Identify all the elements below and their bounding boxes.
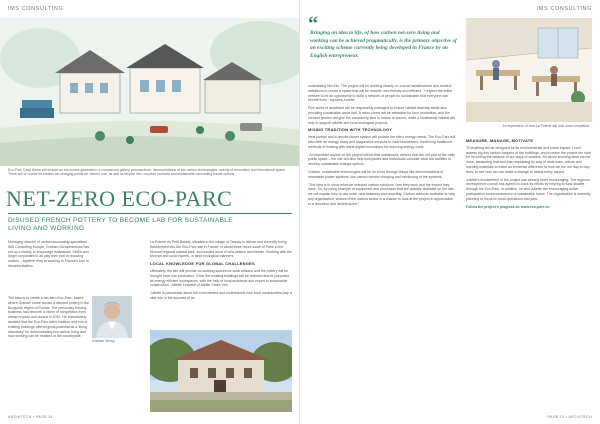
article-title: NET-ZERO ECO-PARC bbox=[6, 186, 233, 211]
right-page-header: IMS CONSULTING bbox=[536, 6, 592, 12]
pottery-building-photo bbox=[150, 330, 292, 412]
pull-quote: Bringing an idea to life, of how carbon net-zero living and working can be achieved pragmatically, is the primary objective of an exciting scheme currently being developed in France by an English entrepreneur. bbox=[310, 30, 457, 59]
render-caption: An impression of how La Poterie will look once completed. bbox=[502, 124, 590, 128]
quote-mark-icon: “ bbox=[308, 13, 318, 35]
body-paragraph: Juliette is passionate about the environment and understands how local communities play a vital role in the success of an bbox=[150, 291, 292, 300]
body-paragraph: Five acres of woodland will be responsibly managed to ensure habitat diversity whilst also providing sustainable wood fuel. A micro-forest will be attractive for food production, and the orchard garden will give the community time in nature to source, while a biodiversity habitat will help to support wildlife and local ecological projects. bbox=[308, 106, 455, 125]
title-divider bbox=[8, 213, 292, 214]
body-paragraph: "Everything will be designed for its environmental and social impact. I can't assess big this carbon footprint of the buildings, and to make the project the start for recording the balance of our ways of workers. It's about showing what can be done, measuring that and then explaining by way of what uses, videos and learning materials to make an immense difference to how we run our day-to-day lives; to see how we can make a change to nearly every aspect. bbox=[466, 145, 591, 174]
portrait-caption: Graham Sinagi bbox=[92, 339, 115, 343]
section-heading: MIXING TRADITION WITH TECHNOLOGY bbox=[308, 127, 393, 133]
left-page-header: IMS CONSULTING bbox=[8, 6, 64, 12]
left-column-2 bbox=[150, 240, 292, 304]
section-heading: LOCAL KNOWLEDGE FOR GLOBAL CHALLENGES bbox=[150, 261, 255, 267]
body-paragraph: La Poterie du Petit Bassat, situated in the village of Tannay in Nièvre and currently being transformed into the Eco-Parc site in France, is about three hours south of Paris in the Morvan regional natural park, surrounded once of wild-daisies and forests. Working with the Morvan and local experts, in strict ecological manners. bbox=[150, 240, 292, 259]
graham-portrait-photo bbox=[92, 296, 132, 338]
left-column-1b bbox=[8, 296, 90, 342]
body-paragraph: Outside, sustainable technologies will be on show through things like demonstrations of renewable power systems, low-carbon vehicle charging and monitoring of the systems. bbox=[308, 169, 444, 179]
hero-caption: Eco-Parc Carpi Home will include an eco power generation, a commercial gallery, permaculture, demonstrations of low carbon technologies, activity of renovation and educational space. There will of course be electric car charging points for visitors' use, as well as bicycle hire, recycled products and sustainable commuting transit options. bbox=[8, 168, 286, 177]
body-paragraph: Ultimately, the site will provide co-working spaces for local artisans and the pottery will be brought back into production. Once the existing buildings will be restored and re-purposed as energy efficient workspaces, with the help of local architects and expert in sustainable construction. Juliette Lesueuil of Atelier Claire Vrin. bbox=[150, 268, 290, 288]
body-paragraph: "An important aspect on the project will be that sustainable centres that are not part of the main public space – the site will also help companies and individuals consider what lab facilities to develop sustainable change options. bbox=[308, 152, 456, 167]
right-column-1 bbox=[308, 84, 456, 210]
right-page bbox=[300, 0, 600, 424]
body-paragraph: Heat pumps and a remote power system will provide the site's energy needs. The Eco-Parc will also offer an energy study and diagnostics services to local businesses, combining traditional methods of heating with latest digital innovations for reducing energy costs. bbox=[308, 135, 456, 149]
left-column-1 bbox=[8, 240, 90, 272]
body-paragraph: "The idea is to show what we selected carbon solutions, how they work and the impact they have. So, by using example of equipment and processes that are actually available on the site, we will explain how to use solar, new business and recycling. Carbon advisors available to help any organisation, visitors of the carbon sector is a chance to look at the project in appreciation to a reduction and decent-sized." bbox=[308, 182, 456, 206]
right-column-2 bbox=[466, 136, 592, 212]
left-page-footer: ARCHITECH • PAGE 14 bbox=[8, 415, 53, 419]
article-subtitle: DISUSED FRENCH POTTERY TO BECOME LAB FOR SUSTAINABLE LIVING AND WORKING bbox=[8, 217, 233, 232]
eco-parc-illustration bbox=[0, 18, 300, 166]
right-page-footer: PAGE 15 • ARCHITECH bbox=[547, 415, 592, 419]
intro-paragraph: Managing director of carbon accounting specialists IMS Consulting Europe, Graham Schopmeeuws has set up a charity to encourage individuals, SMEs and larger corporates to all play their part in reducing carbon – together they're working to France's tum to decarbonisation. bbox=[8, 240, 90, 268]
interior-render-illustration bbox=[466, 18, 592, 122]
project-link[interactable]: Follow the project's progress at: www.eco-parc.eu bbox=[466, 204, 550, 209]
body-paragraph: undertaking like this. The project will be working closely on a local handbrochure and student invitations to create a space that will be durable, eco-friendly and efficient. "I expect the entire venture to be an opportunity to build a network of people for sustainable that everyone can benefit from," explains Juliette. bbox=[308, 84, 453, 103]
section-heading: MEASURE, MANAGE, MOTIVATE bbox=[466, 138, 534, 143]
body-paragraph: The idea is to create a net-zero Eco-Parc, based where Graham came across a disused pottery in the Burgundy region of France. The previously thriving business had become a victim of competition from cheap imports and closed in 2010. He immediately decided that the Eco-Parc site's location and mix of existing buildings offered great potential as a 'living laboratory' for demonstrating low carbon living and how working can be realised in the countryside. bbox=[8, 296, 90, 339]
body-paragraph: Juliette's involvement in the project has already been encouraging. The regional development council has agreed to back its efforts by helping to fund studies through the Eco-Parc. In addition, he and Juliette are encouraging active participation and investment in a sustainable future. The organisation is currently planning to focus on local operations and jobs. bbox=[466, 177, 591, 201]
